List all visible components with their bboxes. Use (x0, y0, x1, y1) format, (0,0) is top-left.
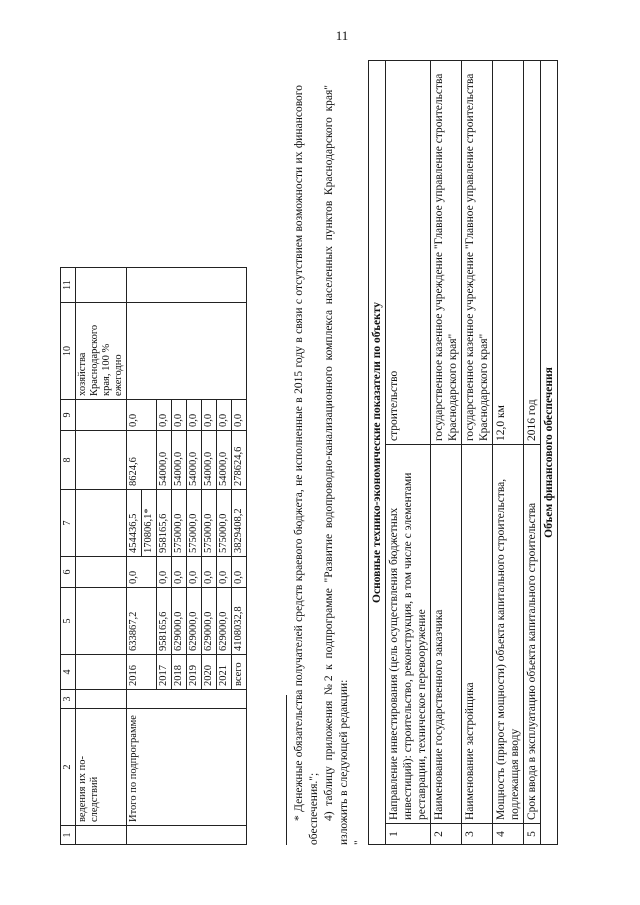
row-value: государственное казенное учреждение "Главное управление строительства Краснодарского края" (462, 61, 493, 445)
col-header-2: 2 (61, 709, 76, 826)
row-value: 2016 год (524, 61, 541, 445)
col-header-1: 1 (61, 826, 76, 845)
footnote-text: * Денежные обязательства получателей средств краевого бюджета, не исполненные в 2015 году в связи с отсутствием возможности их финансового обеспечения."; (293, 85, 320, 845)
value-cell: 0,0 (232, 557, 247, 588)
value-cell: 0,0 (187, 400, 202, 431)
col-header-3: 3 (61, 690, 76, 709)
row-value: государственное казенное учреждение "Главное управление строительства Краснодарского края" (431, 61, 462, 445)
table-row (76, 268, 127, 845)
row-number: 4 (493, 824, 524, 845)
row-label: Наименование государственного заказчика (431, 445, 462, 824)
row-number: 1 (386, 824, 431, 845)
value-cell: 0,0 (217, 557, 232, 588)
year-cell: 2021 (217, 655, 232, 690)
value-cell: 54000,0 (187, 431, 202, 490)
value-cell: 575000,0 (202, 490, 217, 557)
value-cell: 54000,0 (202, 431, 217, 490)
row-value: 12,0 км (493, 61, 524, 445)
value-cell: 958165,6 (157, 588, 172, 655)
table-row (493, 61, 524, 845)
row-label: Наименование застройщика (462, 445, 493, 824)
col-header-10: 10 (61, 303, 76, 400)
table-header-row (61, 268, 76, 845)
col-header-11: 11 (61, 268, 76, 303)
value-cell: 454436,5 (127, 490, 142, 557)
value-cell: 0,0 (202, 557, 217, 588)
value-cell: 629000,0 (172, 588, 187, 655)
year-cell: 2017 (157, 655, 172, 690)
row-number: 5 (524, 824, 541, 845)
table-row (127, 268, 142, 845)
value-cell: 633867,2 (127, 588, 157, 655)
row-label: Мощность (прирост мощности) объекта капитального строительства, подлежащая вводу (493, 445, 524, 824)
col-header-6: 6 (61, 557, 76, 588)
section-title-row (541, 61, 558, 845)
value-cell: 0,0 (172, 557, 187, 588)
value-cell: 0,0 (127, 557, 157, 588)
value-cell: 54000,0 (157, 431, 172, 490)
continuation-text: ведения их по-следствий (76, 709, 127, 826)
row-number: 2 (431, 824, 462, 845)
year-cell: 2018 (172, 655, 187, 690)
value-cell: 3829408,2 (232, 490, 247, 557)
value-cell: 575000,0 (217, 490, 232, 557)
table-row (431, 61, 462, 845)
value-cell: 629000,0 (202, 588, 217, 655)
rotated-page-content (60, 60, 580, 845)
table-row (524, 61, 541, 845)
continuation-text: хозяйства Краснодарского края, 100 % ежегодно (76, 303, 127, 400)
col-header-9: 9 (61, 400, 76, 431)
col-header-7: 7 (61, 490, 76, 557)
value-cell: 575000,0 (187, 490, 202, 557)
value-cell: 0,0 (127, 400, 157, 431)
col-header-8: 8 (61, 431, 76, 490)
table-row (386, 61, 431, 845)
page-number: 11 (335, 28, 349, 43)
value-cell: 0,0 (232, 400, 247, 431)
summary-label: Итого по подпрограмме (127, 709, 247, 826)
value-cell: 575000,0 (172, 490, 187, 557)
object-indicators-table (368, 60, 558, 845)
value-cell: 4108032,8 (232, 588, 247, 655)
value-cell: 278624,6 (232, 431, 247, 490)
col-header-4: 4 (61, 655, 76, 690)
row-value: строительство (386, 61, 431, 445)
footnote-block (292, 85, 367, 845)
year-cell: 2019 (187, 655, 202, 690)
value-cell: 629000,0 (217, 588, 232, 655)
value-cell: 0,0 (157, 557, 172, 588)
value-cell: 0,0 (202, 400, 217, 431)
row-label: Направление инвестирования (цель осуществления бюджетных инвестиций): строительство, реконструкция, в том числе с элементами реставрации, техническое перевооружение (386, 445, 431, 824)
value-cell: 0,0 (187, 557, 202, 588)
funding-table (60, 267, 247, 845)
value-cell: 54000,0 (172, 431, 187, 490)
value-cell: 0,0 (172, 400, 187, 431)
year-cell: 2020 (202, 655, 217, 690)
year-cell: всего (232, 655, 247, 690)
opening-quote: " (353, 840, 365, 845)
section-title: Объем финансового обеспечения (541, 61, 558, 845)
row-label: Срок ввода в эксплуатацию объекта капитального строительства (524, 445, 541, 824)
amendment-paragraph: 4) таблицу приложения №2 к подпрограмме "Развитие водопроводно-канализационного комплекса населенных пунктов Краснодарского края" изложить в следующей редакции: (323, 85, 350, 845)
value-cell: 54000,0 (217, 431, 232, 490)
value-cell: 170806,1* (142, 490, 157, 557)
value-cell: 629000,0 (187, 588, 202, 655)
year-cell: 2016 (127, 655, 157, 690)
footnote-divider (286, 695, 287, 845)
value-cell: 8624,6 (127, 431, 157, 490)
col-header-5: 5 (61, 588, 76, 655)
section-title: Основные технико-экономические показатели по объекту (369, 61, 386, 845)
value-cell: 0,0 (157, 400, 172, 431)
table-row (462, 61, 493, 845)
value-cell: 0,0 (217, 400, 232, 431)
row-number: 3 (462, 824, 493, 845)
section-title-row (369, 61, 386, 845)
value-cell: 958165,6 (157, 490, 172, 557)
